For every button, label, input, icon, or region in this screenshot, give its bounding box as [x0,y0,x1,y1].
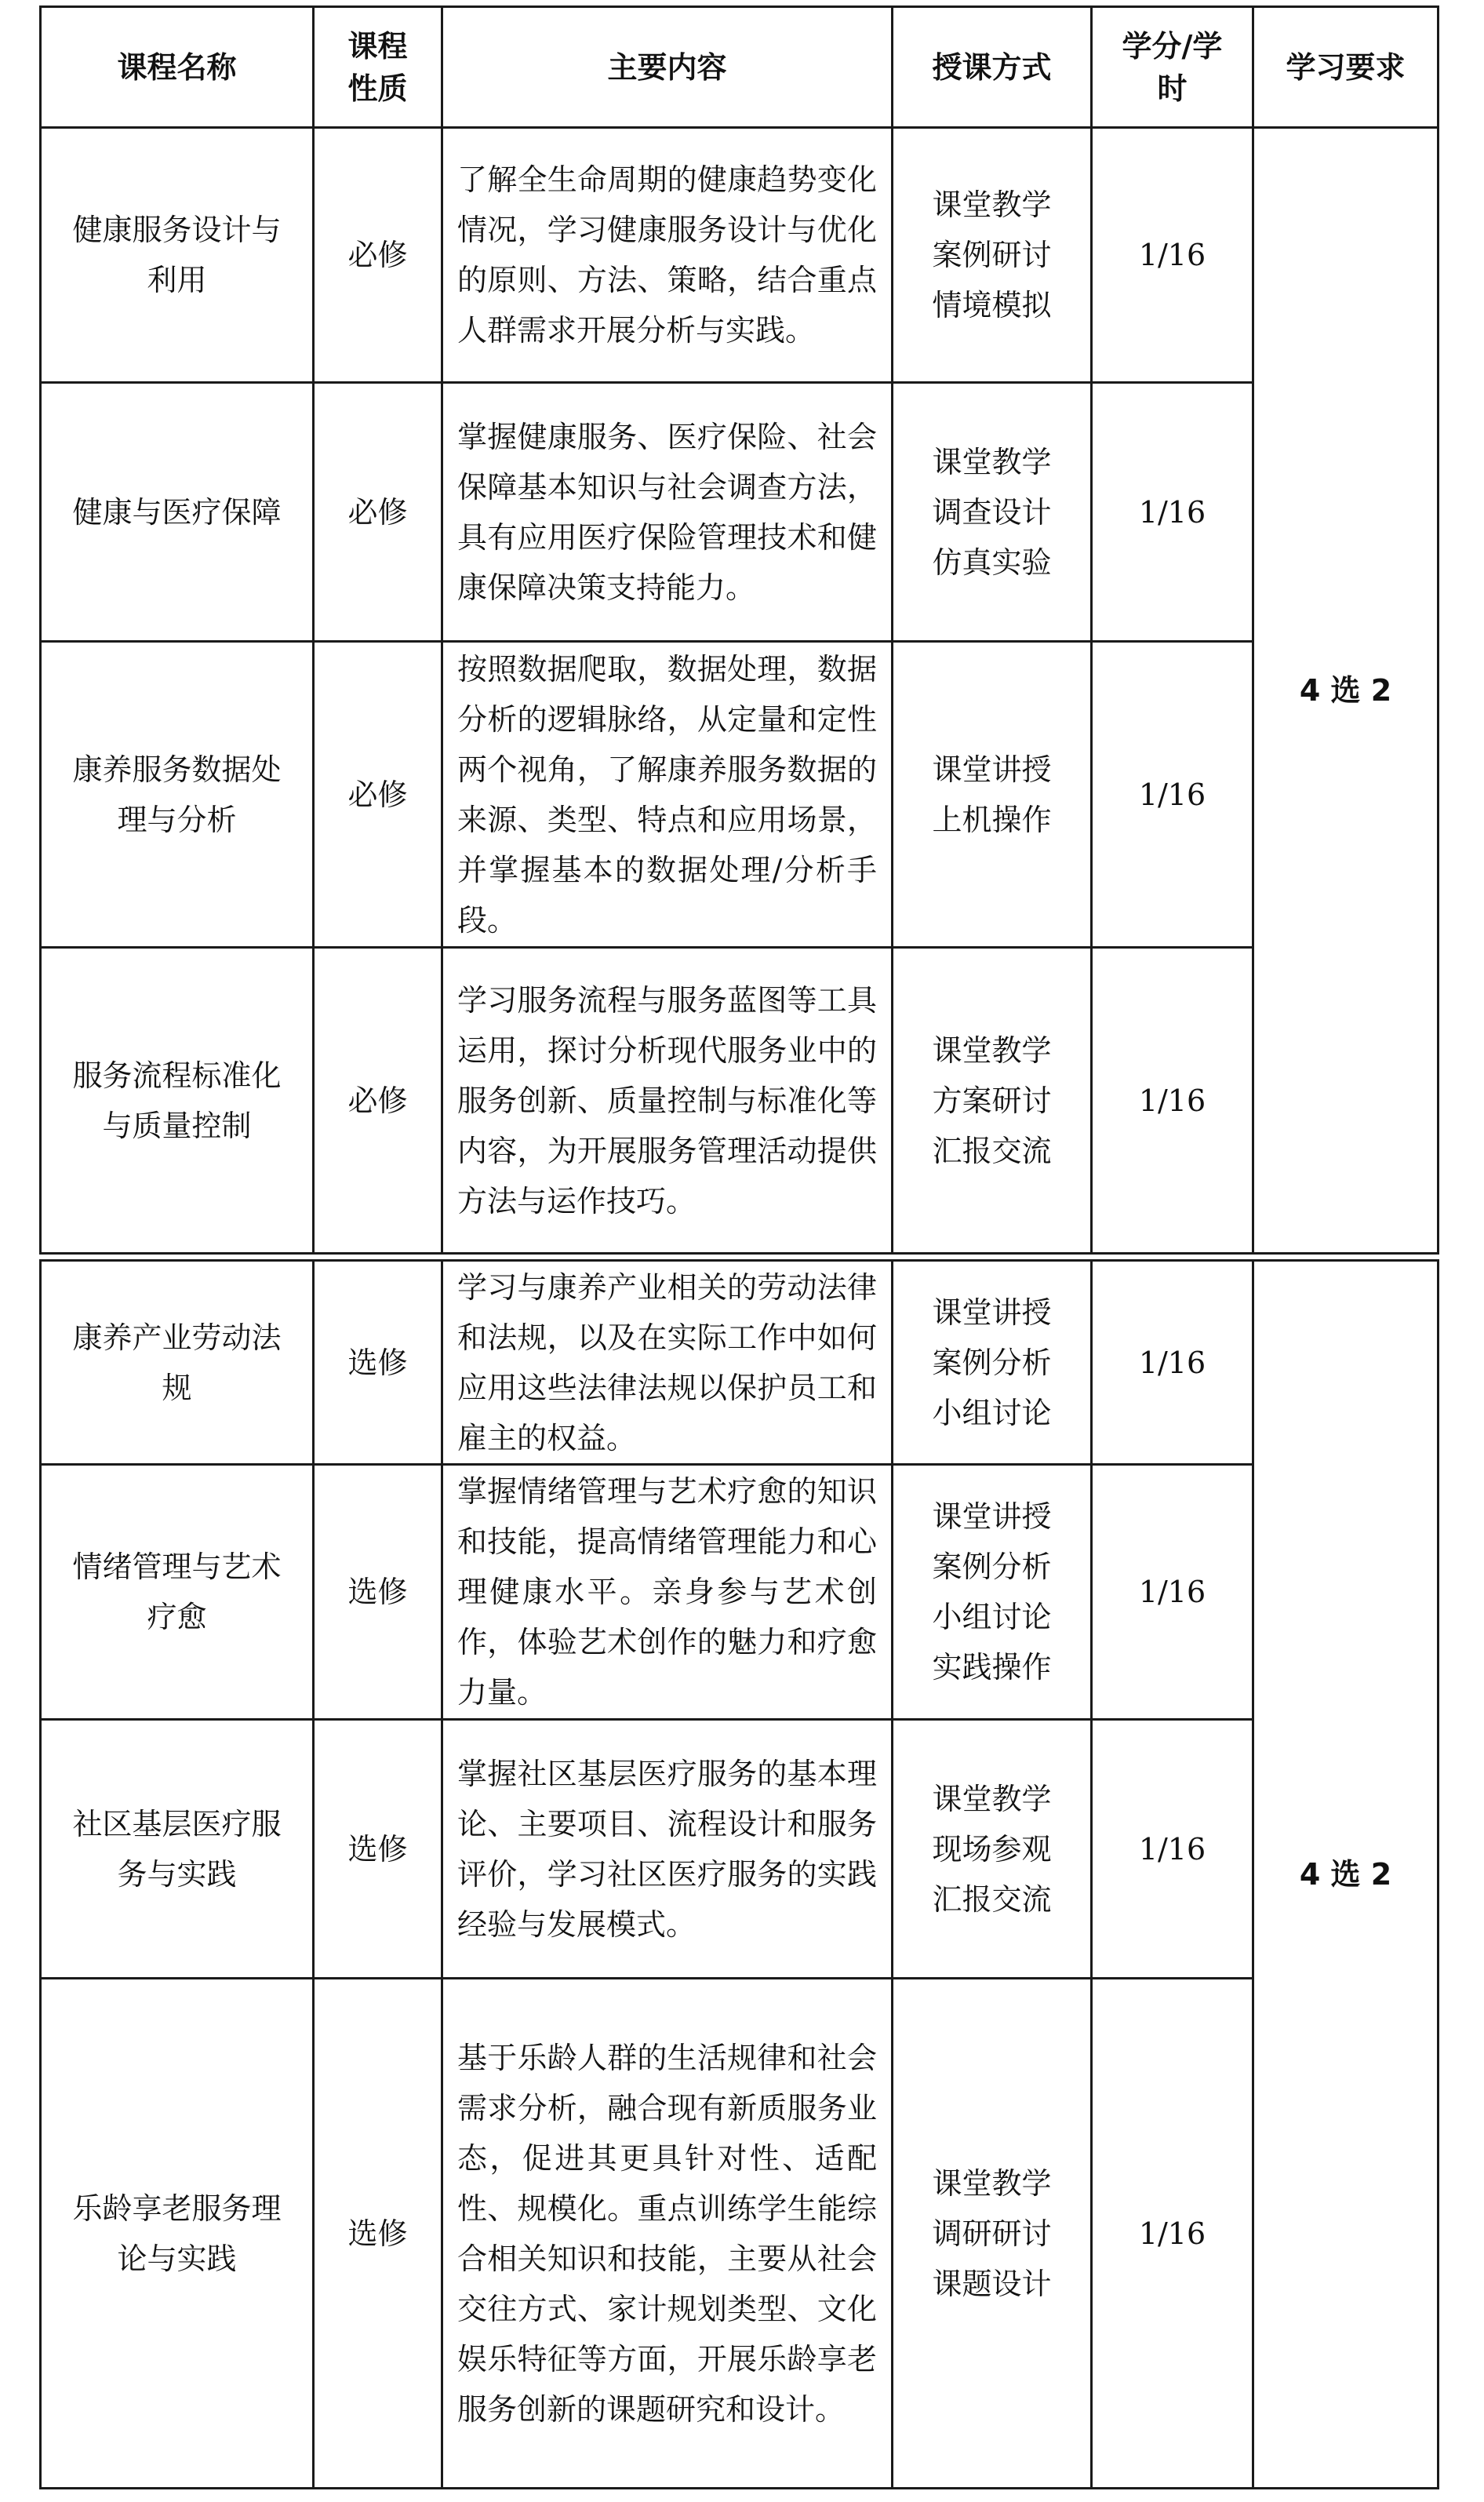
teaching-method: 课堂教学 调查设计 仿真实验 [893,383,1092,642]
table-row [41,383,1439,642]
course-nature: 选修 [314,1261,442,1465]
header-requirement: 学习要求 [1253,7,1439,128]
course-content: 学习服务流程与服务蓝图等工具运用，探讨分析现代服务业中的服务创新、质量控制与标准化等内容，为开展服务管理活动提供方法与运作技巧。 [442,948,893,1254]
credit-hours: 1/16 [1092,383,1253,642]
course-table-elective [39,1259,1439,2489]
table-row [41,642,1439,948]
teaching-method: 课堂教学 案例研讨 情境模拟 [893,128,1092,383]
credit-hours: 1/16 [1092,1261,1253,1465]
course-nature: 选修 [314,1720,442,1979]
course-name: 康养产业劳动法 规 [41,1261,314,1465]
course-content: 掌握社区基层医疗服务的基本理论、主要项目、流程设计和服务评价，学习社区医疗服务的实践经验与发展模式。 [442,1720,893,1979]
course-name: 社区基层医疗服 务与实践 [41,1720,314,1979]
teaching-method: 课堂讲授 案例分析 小组讨论 实践操作 [893,1465,1092,1720]
table-row [41,948,1439,1254]
course-nature: 选修 [314,1465,442,1720]
credit-hours: 1/16 [1092,1720,1253,1979]
course-content: 掌握健康服务、医疗保险、社会保障基本知识与社会调查方法，具有应用医疗保险管理技术和健康保障决策支持能力。 [442,383,893,642]
header-course-nature: 课程 性质 [314,7,442,128]
credit-hours: 1/16 [1092,1465,1253,1720]
credit-hours: 1/16 [1092,642,1253,948]
course-content: 按照数据爬取，数据处理，数据分析的逻辑脉络，从定量和定性两个视角，了解康养服务数据的来源、类型、特点和应用场景，并掌握基本的数据处理/分析手段。 [442,642,893,948]
course-nature: 必修 [314,642,442,948]
header-teaching-method: 授课方式 [893,7,1092,128]
header-credit-hours: 学分/学 时 [1092,7,1253,128]
study-requirement: 4 选 2 [1253,1261,1439,2489]
course-name: 健康与医疗保障 [41,383,314,642]
teaching-method: 课堂教学 现场参观 汇报交流 [893,1720,1092,1979]
study-requirement: 4 选 2 [1253,128,1439,1254]
course-content: 基于乐龄人群的生活规律和社会需求分析，融合现有新质服务业态，促进其更具针对性、适配性、规模化。重点训练学生能综合相关知识和技能，主要从社会交往方式、家计规划类型、文化娱乐特征等方面，开展乐龄享老服务创新的课题研究和设计。 [442,1979,893,2489]
credit-hours: 1/16 [1092,948,1253,1254]
course-table-required [39,5,1439,1255]
course-content: 了解全生命周期的健康趋势变化情况，学习健康服务设计与优化的原则、方法、策略，结合重点人群需求开展分析与实践。 [442,128,893,383]
teaching-method: 课堂讲授 案例分析 小组讨论 [893,1261,1092,1465]
course-content: 学习与康养产业相关的劳动法律和法规，以及在实际工作中如何应用这些法律法规以保护员工和雇主的权益。 [442,1261,893,1465]
course-name: 情绪管理与艺术 疗愈 [41,1465,314,1720]
credit-hours: 1/16 [1092,128,1253,383]
teaching-method: 课堂讲授 上机操作 [893,642,1092,948]
header-row [41,7,1439,128]
teaching-method: 课堂教学 调研研讨 课题设计 [893,1979,1092,2489]
table-row [41,1720,1439,1979]
teaching-method: 课堂教学 方案研讨 汇报交流 [893,948,1092,1254]
course-name: 康养服务数据处 理与分析 [41,642,314,948]
table-row [41,1465,1439,1720]
course-name: 服务流程标准化 与质量控制 [41,948,314,1254]
table-row [41,128,1439,383]
course-name: 乐龄享老服务理 论与实践 [41,1979,314,2489]
course-nature: 选修 [314,1979,442,2489]
course-name: 健康服务设计与 利用 [41,128,314,383]
course-nature: 必修 [314,128,442,383]
table-row [41,1261,1439,1465]
header-course-name: 课程名称 [41,7,314,128]
course-nature: 必修 [314,383,442,642]
course-nature: 必修 [314,948,442,1254]
table-row [41,1979,1439,2489]
course-content: 掌握情绪管理与艺术疗愈的知识和技能，提高情绪管理能力和心理健康水平。亲身参与艺术创作，体验艺术创作的魅力和疗愈力量。 [442,1465,893,1720]
header-main-content: 主要内容 [442,7,893,128]
credit-hours: 1/16 [1092,1979,1253,2489]
